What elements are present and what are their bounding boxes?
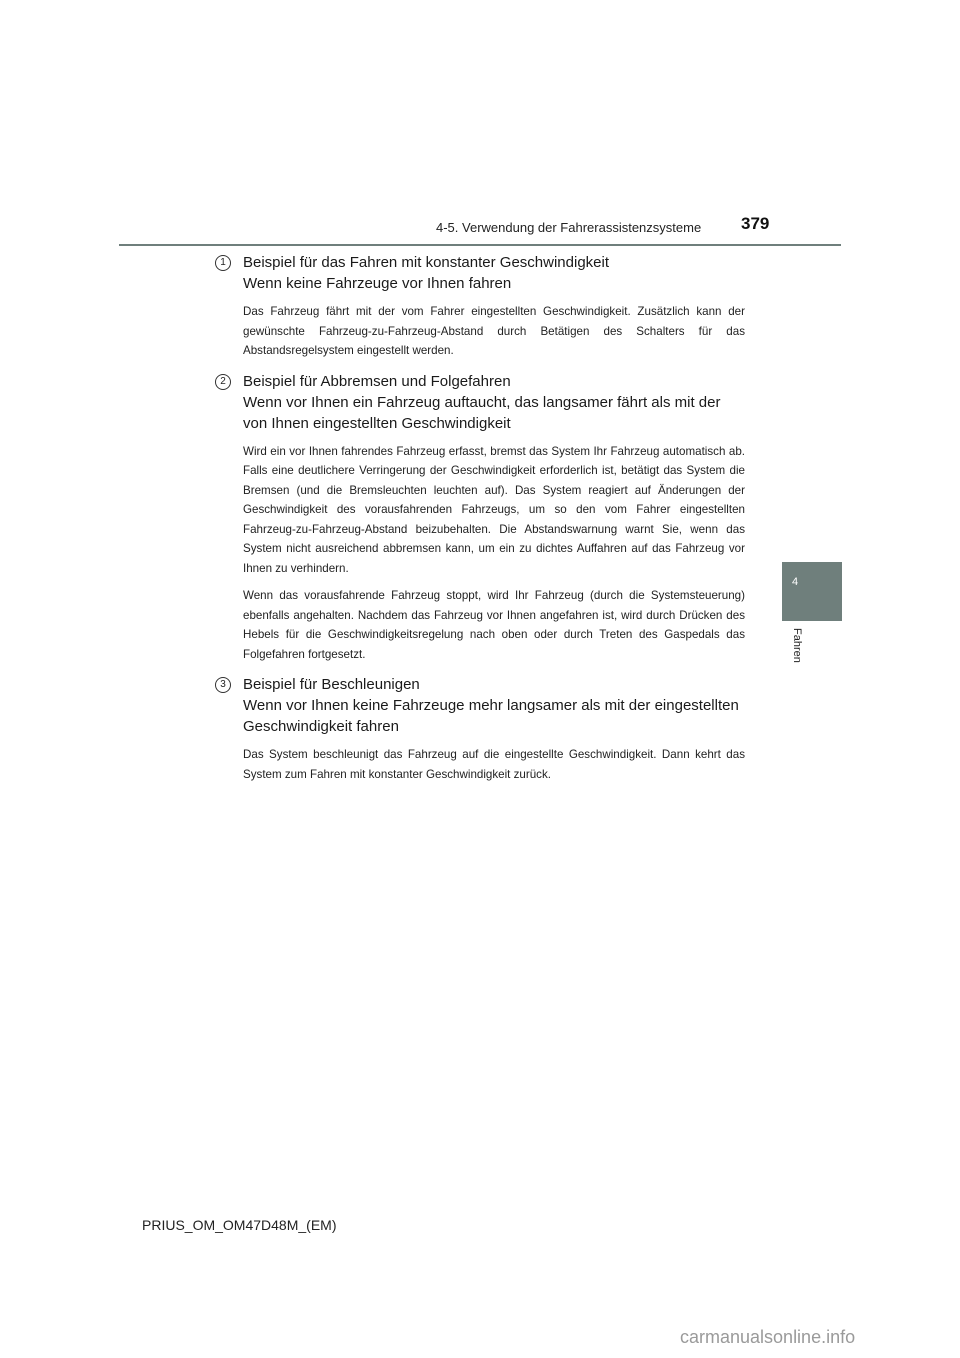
heading-line: Beispiel für das Fahren mit konstanter Geschwindigkeit — [243, 254, 610, 271]
section-heading — [243, 371, 745, 434]
circled-number-2-icon: 2 — [215, 374, 231, 390]
chapter-label: Fahren — [791, 628, 803, 663]
paragraph: Wird ein vor Ihnen fahrendes Fahrzeug erfasst, bremst das System Ihr Fahrzeug automatisch ab. Falls eine deutlichere Verringerung der Geschwindigkeit erforderlich ist, betätigt das System die Bremsen (und die Bremsleuchten leuchten auf). Das System reagiert auf Änderungen der Geschwindigkeit des vorausfahrenden Fahrzeugs, um so den vom Fahrer eingestellten Fahrzeug-zu-Fahrzeug-Abstand beizubehalten. Die Abstandswarnung warnt Sie, wenn das System nicht ausreichend abbremsen kann, um ein zu dichtes Auffahren auf das Fahrzeug vor Ihnen zu verhindern. — [243, 444, 745, 575]
chapter-number: 4 — [792, 576, 799, 588]
page-number: 379 — [741, 214, 770, 233]
watermark-link[interactable]: carmanualsonline.info — [680, 1327, 856, 1347]
section-accelerating — [215, 674, 745, 784]
document-code: PRIUS_OM_OM47D48M_(EM) — [142, 1217, 337, 1233]
heading-line: Wenn vor Ihnen ein Fahrzeug auftaucht, das langsamer fährt als mit der von Ihnen eingestellten Geschwindigkeit — [243, 393, 721, 432]
heading-line: Beispiel für Beschleunigen — [243, 676, 420, 693]
circled-number-1-icon: 1 — [215, 255, 231, 271]
header-divider — [119, 244, 841, 246]
section-body — [243, 442, 745, 665]
chapter-tab — [782, 562, 842, 621]
section-heading — [243, 674, 745, 737]
heading-line: Wenn vor Ihnen keine Fahrzeuge mehr langsamer als mit der eingestellten Geschwindigkeit fahren — [243, 697, 739, 735]
section-constant-speed — [215, 252, 745, 361]
section-heading — [243, 252, 745, 294]
circled-number-3-icon: 3 — [215, 677, 231, 693]
paragraph: Wenn das vorausfahrende Fahrzeug stoppt, wird Ihr Fahrzeug (durch die Systemsteuerung) ebenfalls angehalten. Nachdem das Fahrzeug vor Ihnen angefahren ist, wird durch Drücken des Hebels für die Geschwindigkeitsregelung nach oben oder durch Treten des Gaspedals das Folgefahren fortgesetzt. — [243, 589, 745, 661]
header-section-title: 4-5. Verwendung der Fahrerassistenzsysteme — [436, 220, 702, 235]
main-content — [215, 252, 745, 790]
paragraph: Das System beschleunigt das Fahrzeug auf die eingestellte Geschwindigkeit. Dann kehrt das System zum Fahren mit konstanter Geschwindigkeit zurück. — [243, 748, 745, 781]
heading-line: Wenn keine Fahrzeuge vor Ihnen fahren — [243, 275, 512, 292]
section-braking-following — [215, 371, 745, 665]
heading-line: Beispiel für Abbremsen und Folgefahren — [243, 372, 511, 390]
paragraph: Das Fahrzeug fährt mit der vom Fahrer eingestellten Geschwindigkeit. Zusätzlich kann der gewünschte Fahrzeug-zu-Fahrzeug-Abstand durch Betätigen des Schalters für das Abstandsregelsystem eingestellt werden. — [243, 305, 745, 357]
section-body — [243, 302, 745, 361]
section-body — [243, 745, 745, 784]
